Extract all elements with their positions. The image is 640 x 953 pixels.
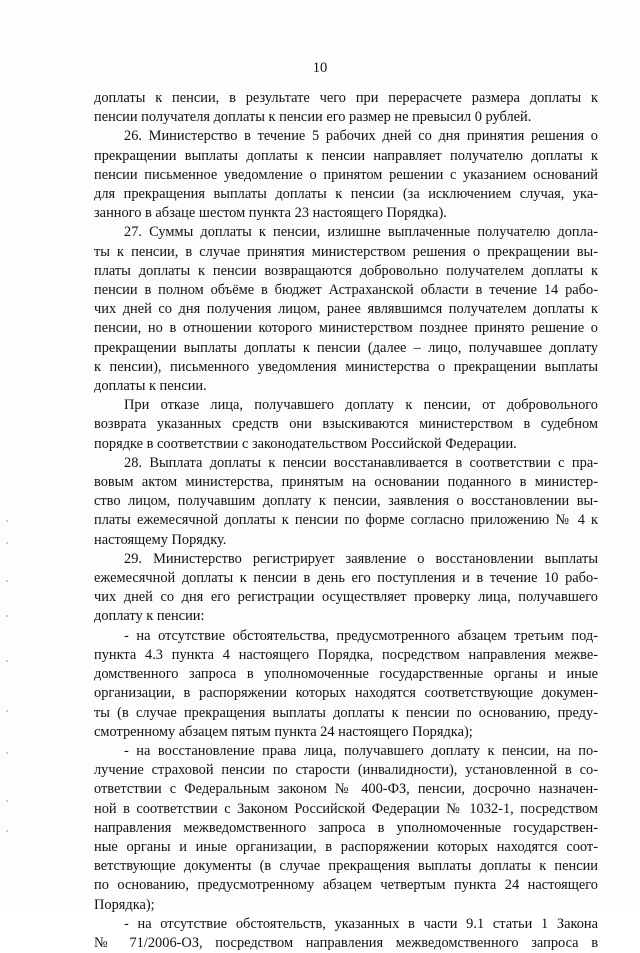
text-line: лучение страховой пенсии по старости (инвалидности), установленной в со- bbox=[94, 762, 598, 779]
text-line: 26. Министерство в течение 5 рабочих дней со дня принятия решения о bbox=[124, 128, 598, 145]
text-line: занного в абзаце шестом пункта 23 настоящего Порядка). bbox=[94, 205, 447, 222]
text-line: организации, в распоряжении которых находятся соответствующие докумен- bbox=[94, 685, 598, 702]
text-line: настоящему Порядку. bbox=[94, 531, 227, 548]
paragraph bbox=[94, 127, 598, 223]
paragraph bbox=[94, 454, 598, 550]
text-line: чих дней со дня его регистрации осуществляет проверку лица, получавшего bbox=[94, 589, 598, 606]
text-line: При отказе лица, получавшего доплату к пенсии, от добровольного bbox=[124, 397, 598, 414]
text-line: чих дней со дня получения лицом, ранее являвшимся получателем доплаты к bbox=[94, 301, 598, 318]
text-line: - на отсутствие обстоятельств, указанных в части 9.1 статьи 1 Закона bbox=[124, 915, 598, 932]
paragraph bbox=[94, 396, 598, 454]
paragraph bbox=[94, 223, 598, 396]
text-line: смотренному абзацем пятым пункта 24 настоящего Порядка); bbox=[94, 723, 473, 740]
document-body bbox=[94, 89, 598, 953]
paragraph bbox=[94, 627, 598, 742]
text-line: платы доплаты к пенсии возвращаются добровольно получателем доплаты к bbox=[94, 262, 598, 279]
text-line: возврата указанных средств они взыскиваются министерством в судебном bbox=[94, 416, 598, 433]
text-line: ветствующие документы (в случае прекращения выплаты доплаты к пенсии bbox=[94, 858, 598, 875]
text-line: пенсии получателя доплаты к пенсии его размер не превысил 0 рублей. bbox=[94, 109, 532, 126]
text-line: Порядка); bbox=[94, 896, 155, 913]
text-line: доплаты к пенсии, в результате чего при перерасчете размера доплаты к bbox=[94, 90, 598, 106]
text-line: ство лицом, получавшим доплату к пенсии, заявления о восстановлении вы- bbox=[94, 493, 598, 510]
scan-edge-marks bbox=[6, 520, 14, 840]
text-line: доплаты к пенсии. bbox=[94, 378, 207, 395]
text-line: порядке в соответствии с законодательством Российской Федерации. bbox=[94, 435, 517, 452]
paragraph bbox=[94, 915, 598, 953]
text-line: платы ежемесячной доплаты к пенсии по форме согласно приложению № 4 к bbox=[94, 512, 598, 529]
text-line: пенсии в полном объёме в бюджет Астраханской области в течение 14 рабо- bbox=[94, 282, 598, 299]
text-line: ные органы и иные организации, в распоряжении которых находятся соот- bbox=[94, 838, 598, 855]
paragraph bbox=[94, 742, 598, 915]
text-line: доплату к пенсии: bbox=[94, 608, 205, 625]
text-line: ты (в случае прекращения выплаты доплаты к пенсии по основанию, преду- bbox=[94, 704, 598, 721]
text-line: направления межведомственного запроса в уполномоченные государствен- bbox=[94, 819, 598, 836]
text-line: ежемесячной доплаты к пенсии в день его поступления и в течение 10 рабо- bbox=[94, 570, 598, 587]
page-number: 10 bbox=[312, 60, 328, 76]
text-line: к пенсии), письменного уведомления министерства о прекращении выплаты bbox=[94, 358, 598, 375]
text-line: № 71/2006-ОЗ, посредством направления межведомственного запроса в bbox=[94, 934, 598, 951]
text-line: вовым актом министерства, принятым на основании поданного в министер- bbox=[94, 474, 598, 491]
text-line: ответствии с Федеральным законом № 400-ФЗ, пенсии, досрочно назначен- bbox=[94, 781, 598, 798]
text-line: 29. Министерство регистрирует заявление о восстановлении выплаты bbox=[124, 550, 598, 567]
text-line: пенсии, но в отношении которого министерством позднее принято решение о bbox=[94, 320, 598, 337]
text-line: 27. Суммы доплаты к пенсии, излишне выплаченные получателю допла- bbox=[124, 224, 598, 241]
paragraph bbox=[94, 89, 598, 127]
text-line: домственного запроса в уполномоченные государственные органы и иные bbox=[94, 666, 598, 683]
text-line: прекращении выплаты доплаты к пенсии (далее – лицо, получавшее доплату bbox=[94, 339, 598, 356]
text-line: - на отсутствие обстоятельства, предусмотренного абзацем третьим под- bbox=[124, 627, 598, 644]
text-line: прекращении выплаты доплаты к пенсии направляет получателю доплаты к bbox=[94, 147, 598, 164]
text-line: пенсии письменное уведомление о принятом решении с указанием оснований bbox=[94, 166, 598, 183]
text-line: - на восстановление права лица, получавшего доплату к пенсии, на по- bbox=[124, 742, 598, 759]
text-line: ты к пенсии, в случае принятия министерством решения о прекращении вы- bbox=[94, 243, 598, 260]
text-line: по основанию, предусмотренному абзацем четвертым пункта 24 настоящего bbox=[94, 877, 598, 894]
text-line: 28. Выплата доплаты к пенсии восстанавливается в соответствии с пра- bbox=[124, 454, 598, 471]
text-line: пункта 4.3 пункта 4 настоящего Порядка, посредством направления межве- bbox=[94, 646, 598, 663]
text-line: для прекращения выплаты доплаты к пенсии (за исключением случая, ука- bbox=[94, 186, 598, 203]
paragraph bbox=[94, 550, 598, 627]
text-line: ной в соответствии с Законом Российской Федерации № 1032-1, посредством bbox=[94, 800, 598, 817]
